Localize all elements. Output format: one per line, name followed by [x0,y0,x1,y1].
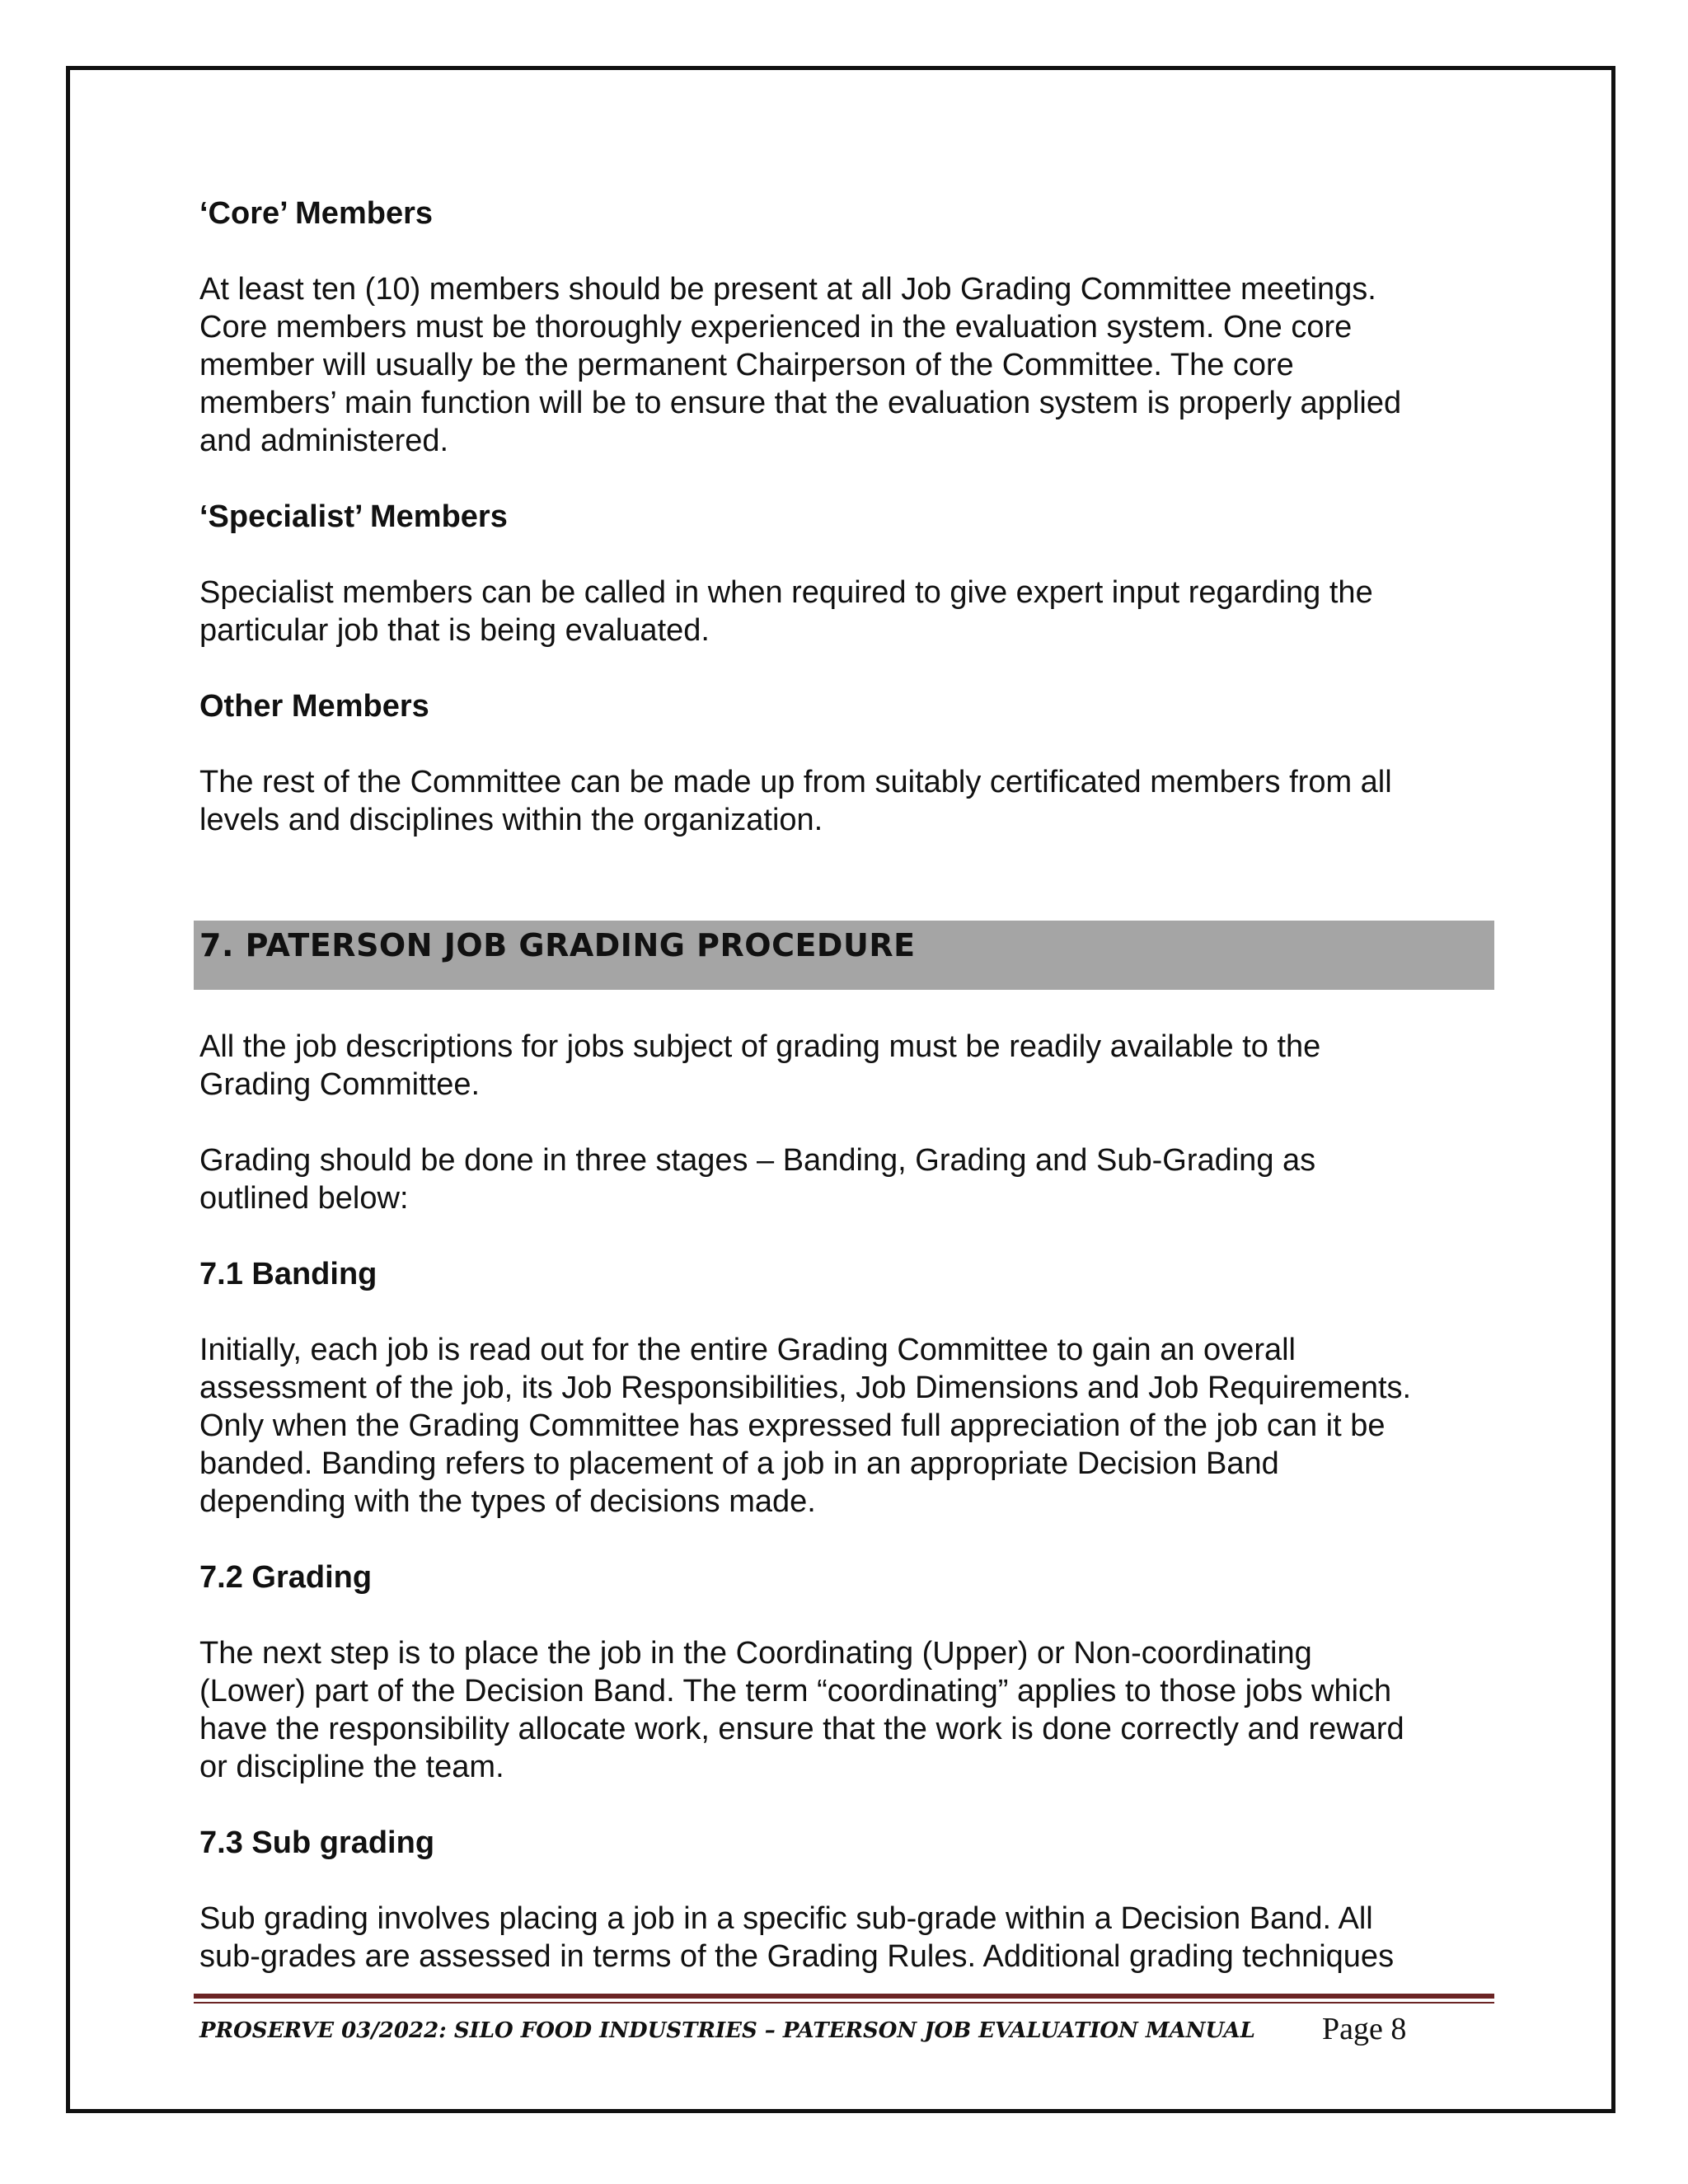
sub-grading-heading: 7.3 Sub grading [199,1825,435,1860]
text-line: banded. Banding refers to placement of a job in an appropriate Decision Band [199,1446,1279,1481]
text-line: have the responsibility allocate work, ensure that the work is done correctly and reward [199,1712,1404,1746]
text-line: At least ten (10) members should be present at all Job Grading Committee meetings. [199,272,1376,307]
section-7-title: 7. PATERSON JOB GRADING PROCEDURE [199,927,916,963]
text-line: sub-grades are assessed in terms of the Grading Rules. Additional grading techniques [199,1939,1395,1974]
grading-procedure-section [199,1028,1493,1975]
text-line: The next step is to place the job in the Coordinating (Upper) or Non-coordinating [199,1636,1312,1671]
text-line: member will usually be the permanent Chairperson of the Committee. The core [199,348,1294,382]
text-line: assessment of the job, its Job Responsibilities, Job Dimensions and Job Requirements. [199,1371,1412,1405]
banding-heading: 7.1 Banding [199,1257,377,1291]
text-line: Grading should be done in three stages – Banding, Grading and Sub-Grading as [199,1143,1316,1178]
banding-paragraph [199,1331,1493,1521]
core-members-heading: ‘Core’ Members [199,196,433,231]
text-line: outlined below: [199,1181,409,1216]
specialist-members-heading: ‘Specialist’ Members [199,499,508,534]
intro-paragraph-2 [199,1141,1493,1217]
grading-heading: 7.2 Grading [199,1560,373,1595]
specialist-members-paragraph [199,574,1493,649]
text-line: Only when the Grading Committee has expressed full appreciation of the job can it be [199,1408,1386,1443]
text-line: (Lower) part of the Decision Band. The term “coordinating” applies to those jobs which [199,1674,1392,1708]
footer-document-title: PROSERVE 03/2022: SILO FOOD INDUSTRIES – PATERSON JOB EVALUATION MANUAL [199,2018,1255,2043]
other-members-paragraph [199,763,1493,839]
text-line: particular job that is being evaluated. [199,613,710,648]
footer-rule-secondary [194,2002,1494,2004]
text-line: and administered. [199,424,449,458]
page-number: Page 8 [1322,2012,1407,2046]
text-line: depending with the types of decisions made. [199,1484,816,1519]
intro-paragraph-1 [199,1028,1493,1104]
text-line: members’ main function will be to ensure that the evaluation system is properly applied [199,386,1402,420]
committee-members-section [199,194,1493,839]
text-line: Grading Committee. [199,1067,481,1102]
text-line: Initially, each job is read out for the entire Grading Committee to gain an overall [199,1333,1296,1367]
text-line: levels and disciplines within the organization. [199,803,823,837]
text-line: or discipline the team. [199,1750,504,1784]
text-line: All the job descriptions for jobs subject of grading must be readily available to the [199,1029,1321,1064]
footer-rule [194,1994,1494,1999]
core-members-paragraph [199,270,1493,460]
text-line: Sub grading involves placing a job in a specific sub-grade within a Decision Band. All [199,1901,1373,1936]
text-line: The rest of the Committee can be made up from suitably certificated members from all [199,765,1392,799]
text-line: Core members must be thoroughly experienced in the evaluation system. One core [199,310,1353,344]
grading-paragraph [199,1634,1493,1786]
text-line: Specialist members can be called in when required to give expert input regarding the [199,575,1373,610]
other-members-heading: Other Members [199,689,429,724]
sub-grading-paragraph [199,1900,1493,1975]
